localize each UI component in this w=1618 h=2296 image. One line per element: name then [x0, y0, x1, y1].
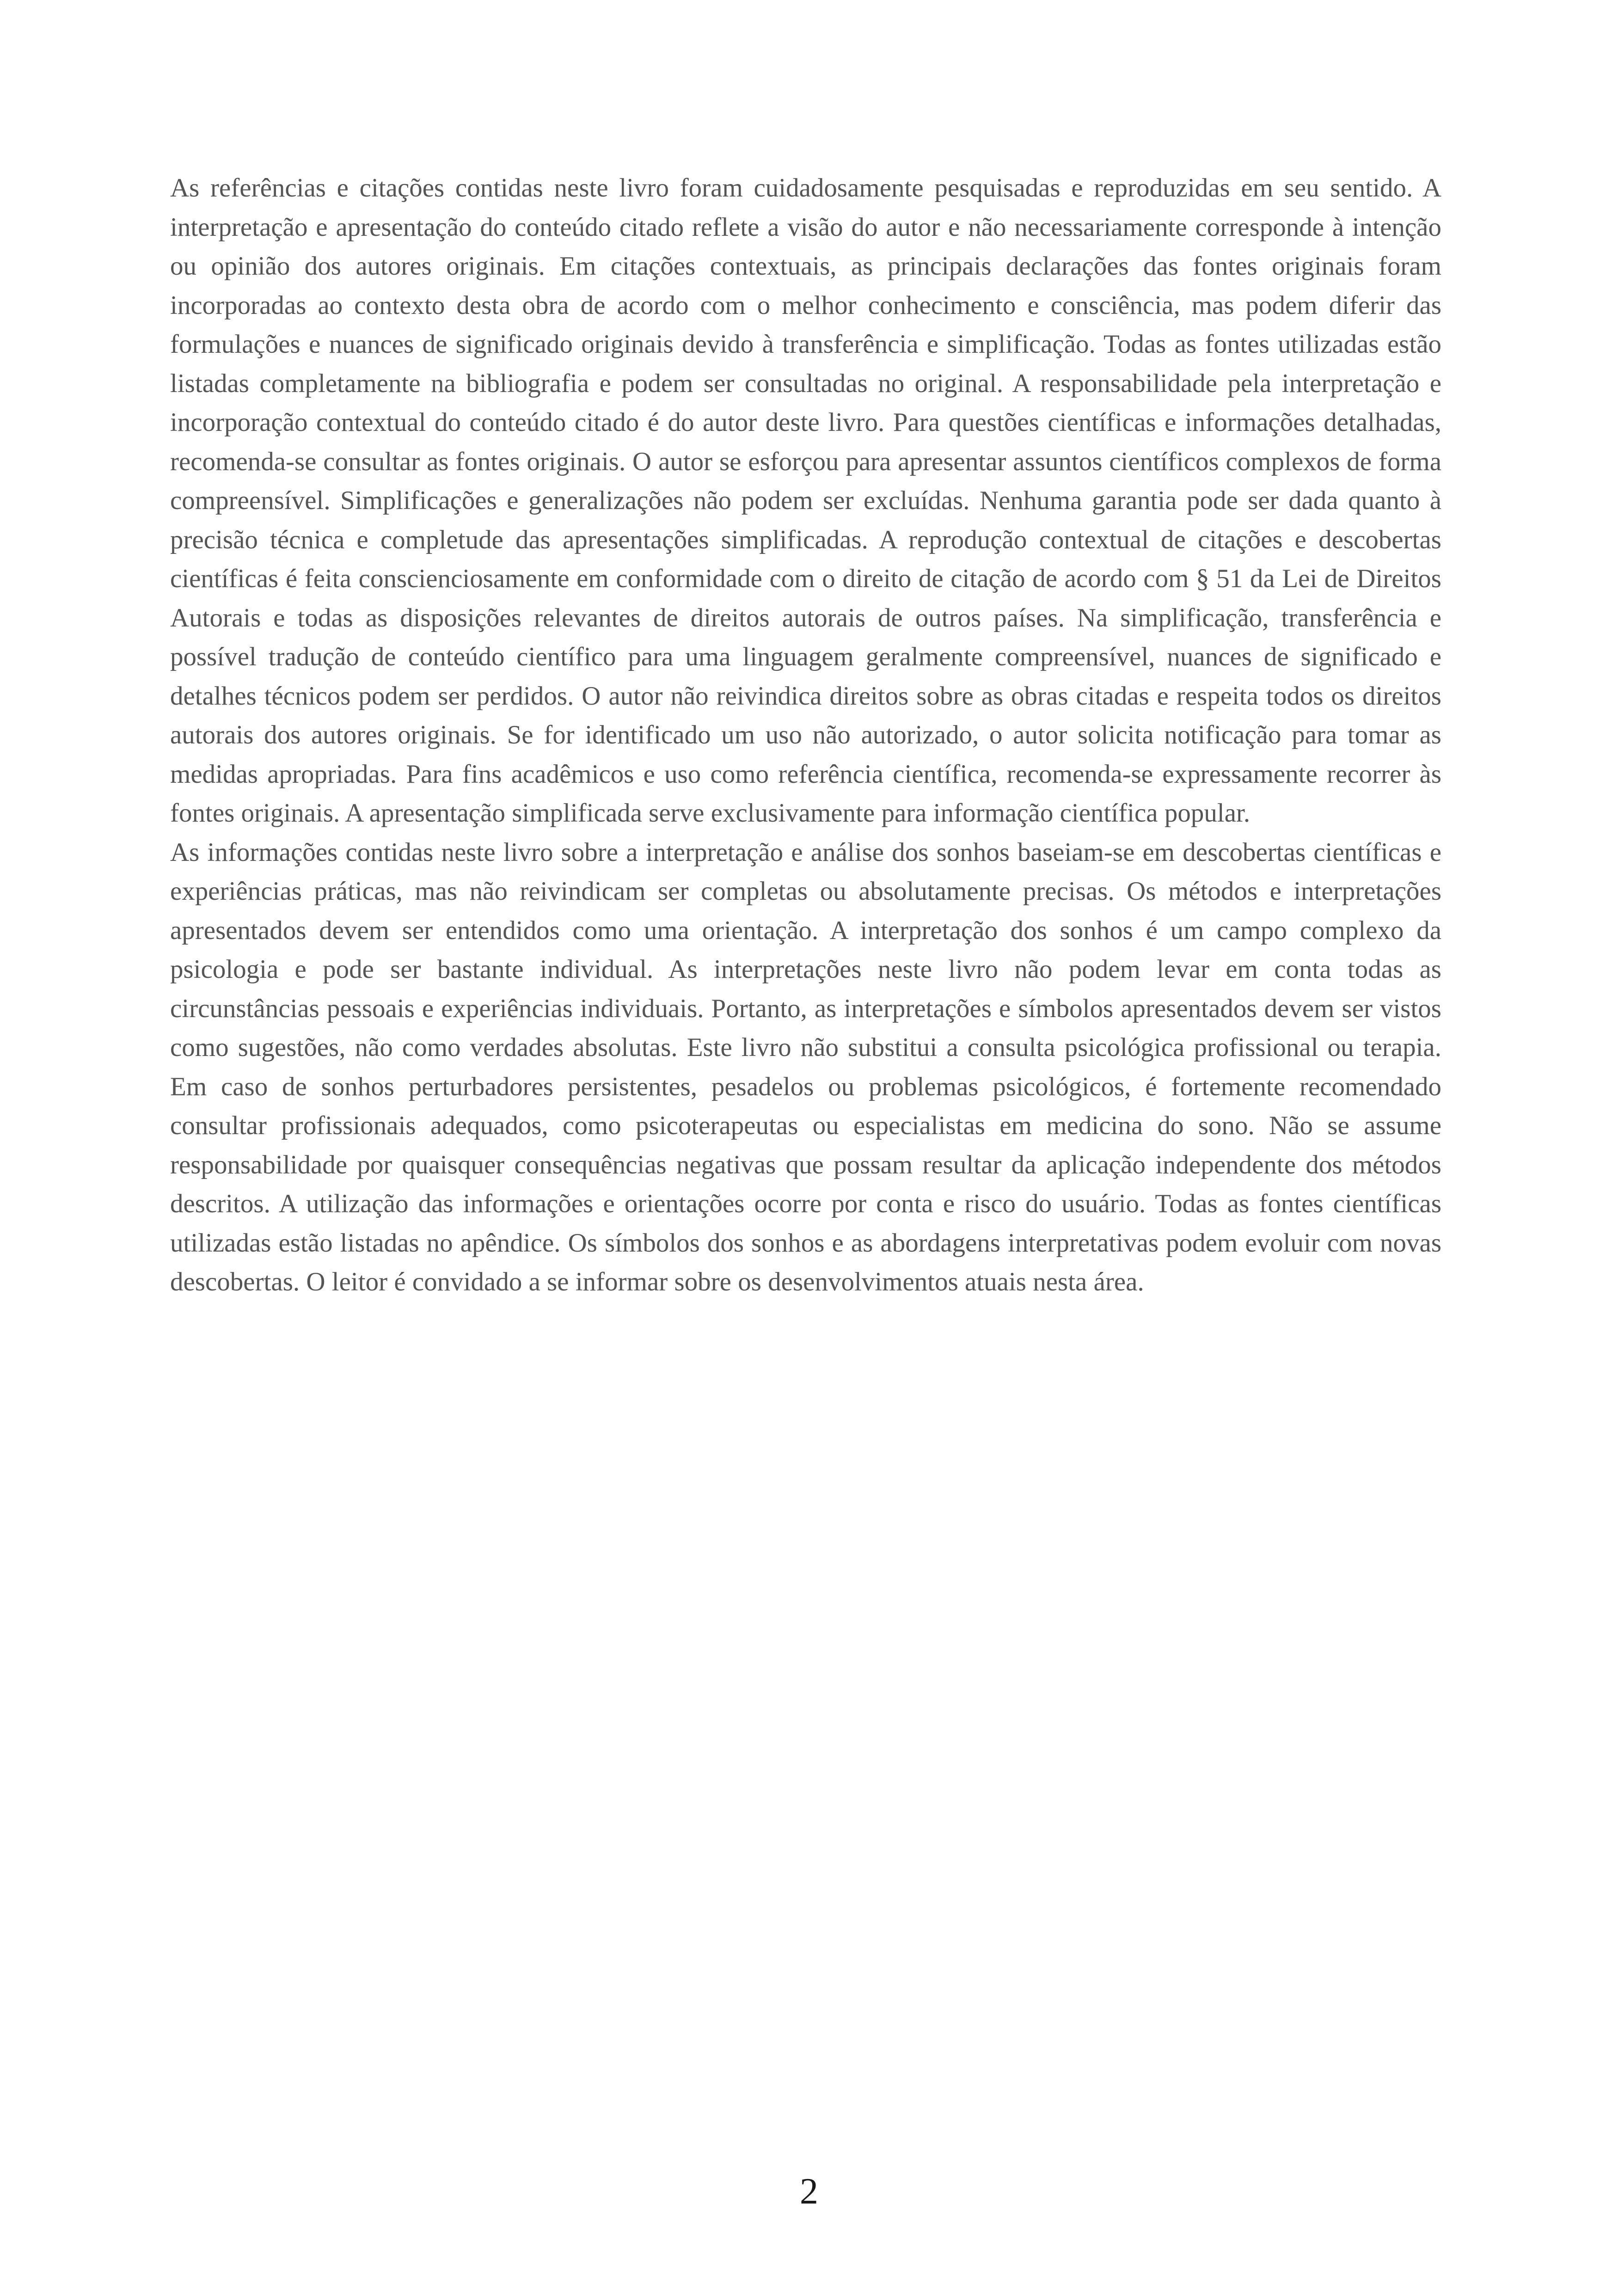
disclaimer-paragraph-citations: As referências e citações contidas neste livro foram cuidadosamente pesquisadas e reproduzidas em seu sentido. A interpretação e apresentação do conteúdo citado reflete a visão do autor e não necessariamente corresponde à intenção ou opinião dos autores originais. Em citações contextuais, as principais declarações das fontes originais foram incorporadas ao contexto desta obra de acordo com o melhor conhecimento e consciência, mas podem diferir das formulações e nuances de significado originais devido à transferência e simplificação. Todas as fontes utilizadas estão listadas completamente na bibliografia e podem ser consultadas no original. A responsabilidade pela interpretação e incorporação contextual do conteúdo citado é do autor deste livro. Para questões científicas e informações detalhadas, recomenda-se consultar as fontes originais. O autor se esforçou para apresentar assuntos científicos complexos de forma compreensível. Simplificações e generalizações não podem ser excluídas. Nenhuma garantia pode ser dada quanto à precisão técnica e completude das apresentações simplificadas. A reprodução contextual de citações e descobertas científicas é feita conscienciosamente em conformidade com o direito de citação de acordo com § 51 da Lei de Direitos Autorais e todas as disposições relevantes de direitos autorais de outros países. Na simplificação, transferência e possível tradução de conteúdo científico para uma linguagem geralmente compreensível, nuances de significado e detalhes técnicos podem ser perdidos. O autor não reivindica direitos sobre as obras citadas e respeita todos os direitos autorais dos autores originais. Se for identificado um uso não autorizado, o autor solicita notificação para tomar as medidas apropriadas. Para fins acadêmicos e uso como referência científica, recomenda-se expressamente recorrer às fontes originais. A apresentação simplificada serve exclusivamente para informação científica popular.	[170, 173, 1441, 828]
disclaimer-paragraph-dream-interpretation: As informações contidas neste livro sobre a interpretação e análise dos sonhos baseiam-se em descobertas científicas e experiências práticas, mas não reivindicam ser completas ou absolutamente precisas. Os métodos e interpretações apresentados devem ser entendidos como uma orientação. A interpretação dos sonhos é um campo complexo da psicologia e pode ser bastante individual. As interpretações neste livro não podem levar em conta todas as circunstâncias pessoais e experiências individuais. Portanto, as interpretações e símbolos apresentados devem ser vistos como sugestões, não como verdades absolutas. Este livro não substitui a consulta psicológica profissional ou terapia. Em caso de sonhos perturbadores persistentes, pesadelos ou problemas psicológicos, é fortemente recomendado consultar profissionais adequados, como psicoterapeutas ou especialistas em medicina do sono. Não se assume responsabilidade por quaisquer consequências negativas que possam resultar da aplicação independente dos métodos descritos. A utilização das informações e orientações ocorre por conta e risco do usuário. Todas as fontes científicas utilizadas estão listadas no apêndice. Os símbolos dos sonhos e as abordagens interpretativas podem evoluir com novas descobertas. O leitor é convidado a se informar sobre os desenvolvimentos atuais nesta área.	[170, 837, 1441, 1296]
body-text	[170, 169, 1441, 1302]
page-number: 2	[800, 2171, 818, 2212]
